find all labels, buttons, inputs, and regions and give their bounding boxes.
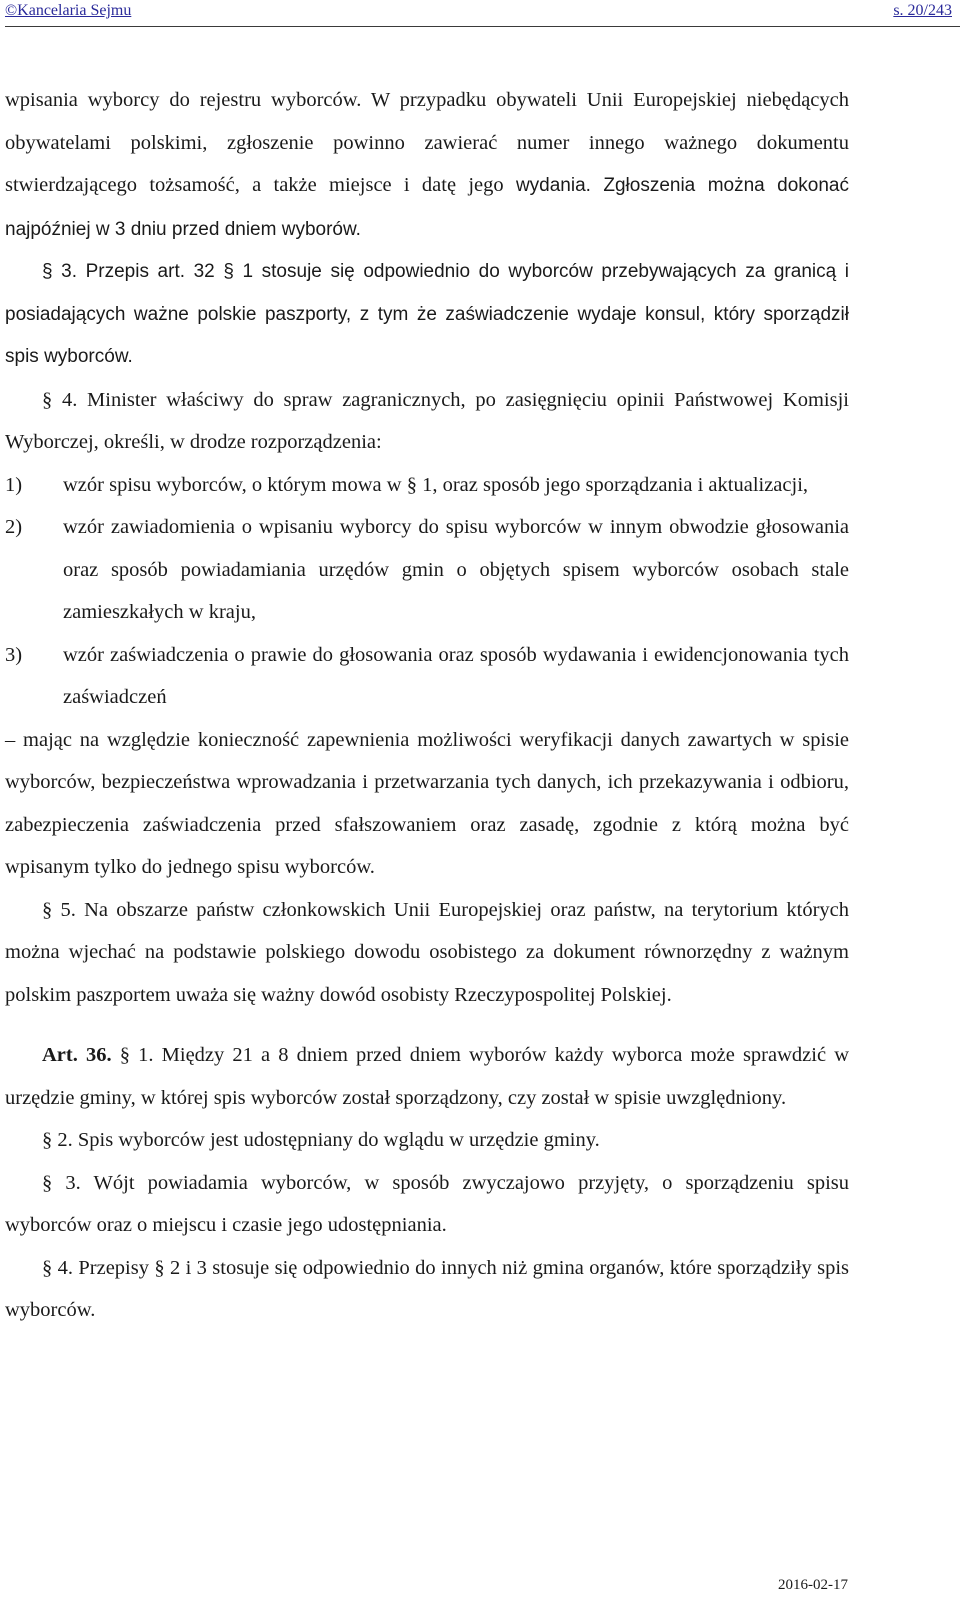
header-publisher: ©Kancelaria Sejmu [5,2,132,19]
paragraph-5: § 5. Na obszarze państw członkowskich Unii Europejskiej oraz państw, na terytorium których można wjechać na podstawie polskiego dowodu osobistego za dokument równorzędny z ważnym polskim paszportem uważa się ważny dowód osobisty Rzeczypospolitej Polskiej. [5,898,849,1006]
paragraph-1-sans-text: wydania. Zgłoszenia można dokonać najpóźniej w 3 dniu przed dniem wyborów. [5,175,849,240]
list-item-number: 2) [5,516,23,538]
document-body [5,79,849,1332]
article-36-paragraph-1 [5,1034,849,1119]
article-36-paragraph-4: § 4. Przepisy § 2 i 3 stosuje się odpowiednio do innych niż gmina organów, które sporządziły spis wyborców. [5,1256,849,1321]
header-page-number: s. 20/243 [893,2,952,19]
header-divider [5,26,960,27]
article-36-text: § 1. Między 21 a 8 dniem przed dniem wyborów każdy wyborca może sprawdzić w urzędzie gminy, w której spis wyborców został sporządzony, czy został w spisie uwzględniony. [5,1044,849,1109]
list-item-2 [5,506,849,634]
paragraph-4: – mając na względzie konieczność zapewnienia możliwości weryfikacji danych zawartych w spisie wyborców, bezpieczeństwa wprowadzania i przetwarzania tych danych, ich przekazywania i odbioru, zabezpieczenia zaświadczenia przed sfałszowaniem oraz zasadę, zgodnie z którą można być wpisanym tylko do jednego spisu wyborców. [5,728,849,878]
paragraph-1 [5,79,849,251]
list-item-1 [5,464,849,507]
article-36-paragraph-3: § 3. Wójt powiadamia wyborców, w sposób zwyczajowo przyjęty, o sporządzeniu spisu wyborców oraz o miejscu i czasie jego udostępniania. [5,1171,849,1236]
paragraph-1-text: wpisania wyborcy do rejestru wyborców. W przypadku obywateli Unii Europejskiej niebędących obywatelami polskimi, zgłoszenie powinno zawierać numer innego ważnego dokumentu stwierdzającego tożsamość, a także miejsce i datę jego [5,89,849,196]
article-36-paragraph-2: § 2. Spis wyborców jest udostępniany do wglądu w urzędzie gminy. [42,1129,600,1151]
list-item-text: wzór zaświadczenia o prawie do głosowania oraz sposób wydawania i ewidencjonowania tych zaświadczeń [63,643,849,708]
article-label: Art. 36. [42,1044,112,1066]
paragraph-2: § 3. Przepis art. 32 § 1 stosuje się odpowiednio do wyborców przebywających za granicą i posiadających ważne polskie paszporty, z tym że zaświadczenie wydaje konsul, który sporządził spis wyborców. [5,261,849,367]
list-item-number: 1) [5,473,23,496]
list-item-text: wzór spisu wyborców, o którym mowa w § 1, oraz sposób jego sporządzania i aktualizacji, [63,473,809,496]
list-item-number: 3) [5,643,23,666]
list-item-3 [5,634,849,719]
footer-date: 2016-02-17 [778,1577,848,1593]
page-header [5,0,960,34]
paragraph-3: § 4. Minister właściwy do spraw zagranicznych, po zasięgnięciu opinii Państwowej Komisji Wyborczej, określi, w drodze rozporządzenia: [5,388,849,453]
list-item-text: wzór zawiadomienia o wpisaniu wyborcy do spisu wyborców w innym obwodzie głosowania oraz sposób powiadamiania urzędów gmin o objętych spisem wyborców osobach stale zamieszkałych w kraju, [63,516,849,623]
